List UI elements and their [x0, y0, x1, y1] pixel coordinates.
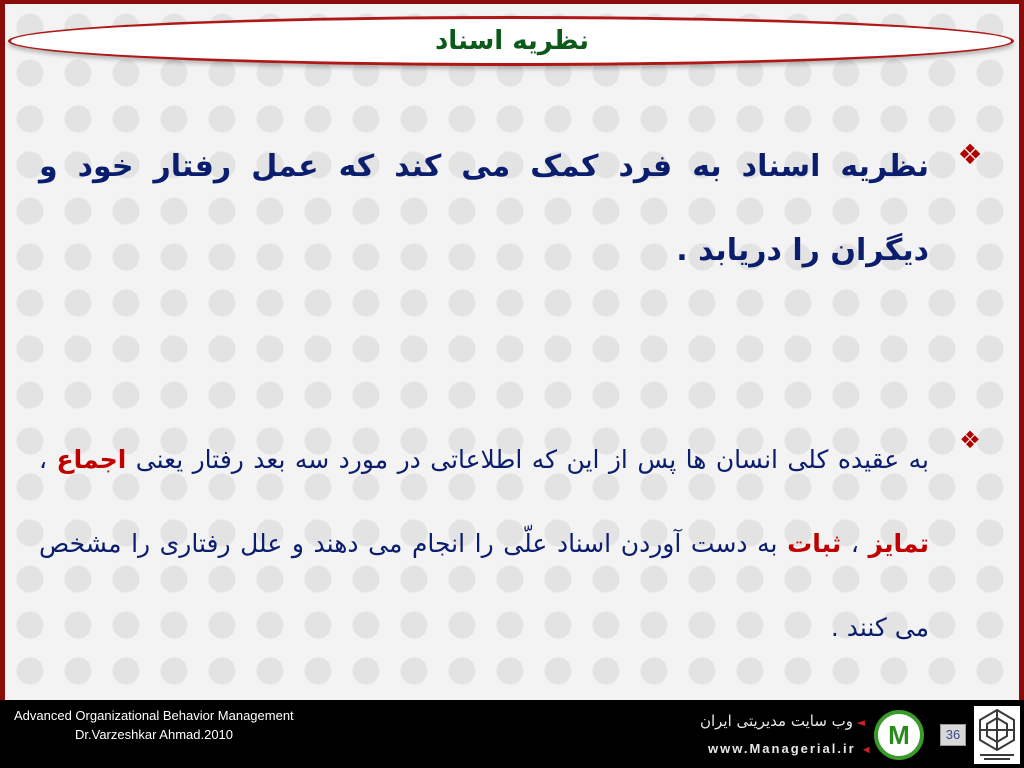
slide-border-right: [1019, 0, 1024, 700]
slide-border-top: [0, 0, 1024, 4]
site-name-fa-text: وب سایت مدیریتی ایران: [699, 712, 854, 730]
arrow-icon: ◄: [855, 744, 874, 756]
page-number: 36: [940, 724, 966, 746]
highlight-consensus: اجماع: [56, 445, 127, 474]
arrow-icon: ◄: [853, 716, 865, 729]
site-url-text[interactable]: www.Managerial.ir: [708, 741, 856, 756]
paragraph-text: به دست آوردن اسناد علّی را انجام می دهند و علل رفتاری را مشخص می کنند .: [39, 529, 929, 642]
university-emblem-icon: [974, 706, 1020, 764]
site-url[interactable]: [708, 741, 874, 756]
separator: ،: [39, 445, 57, 474]
slide-title: نظریه اسناد: [434, 26, 590, 56]
footer-author: Dr.Varzeshkar Ahmad.2010: [75, 727, 234, 742]
footer-course: Advanced Organizational Behavior Management: [14, 708, 294, 723]
bullet-paragraph-1: نظریه اسناد به فرد کمک می کند که عمل رفتار خود و دیگران را دریابد .: [39, 149, 929, 268]
diamond-bullet-icon: ❖: [959, 426, 981, 454]
bullet-paragraph-2: [39, 418, 929, 670]
highlight-consistency: ثبات: [787, 529, 842, 558]
highlight-distinctiveness: تمایز: [868, 529, 929, 558]
slide-border-left: [0, 0, 5, 700]
paragraph-text: به عقیده کلی انسان ها پس از این که اطلاعاتی در مورد سه بعد رفتار یعنی: [126, 445, 930, 474]
managerial-logo-icon: M: [874, 710, 924, 760]
site-name-fa: [680, 712, 865, 730]
separator: ،: [841, 529, 869, 558]
diamond-bullet-icon: ❖: [957, 138, 983, 171]
